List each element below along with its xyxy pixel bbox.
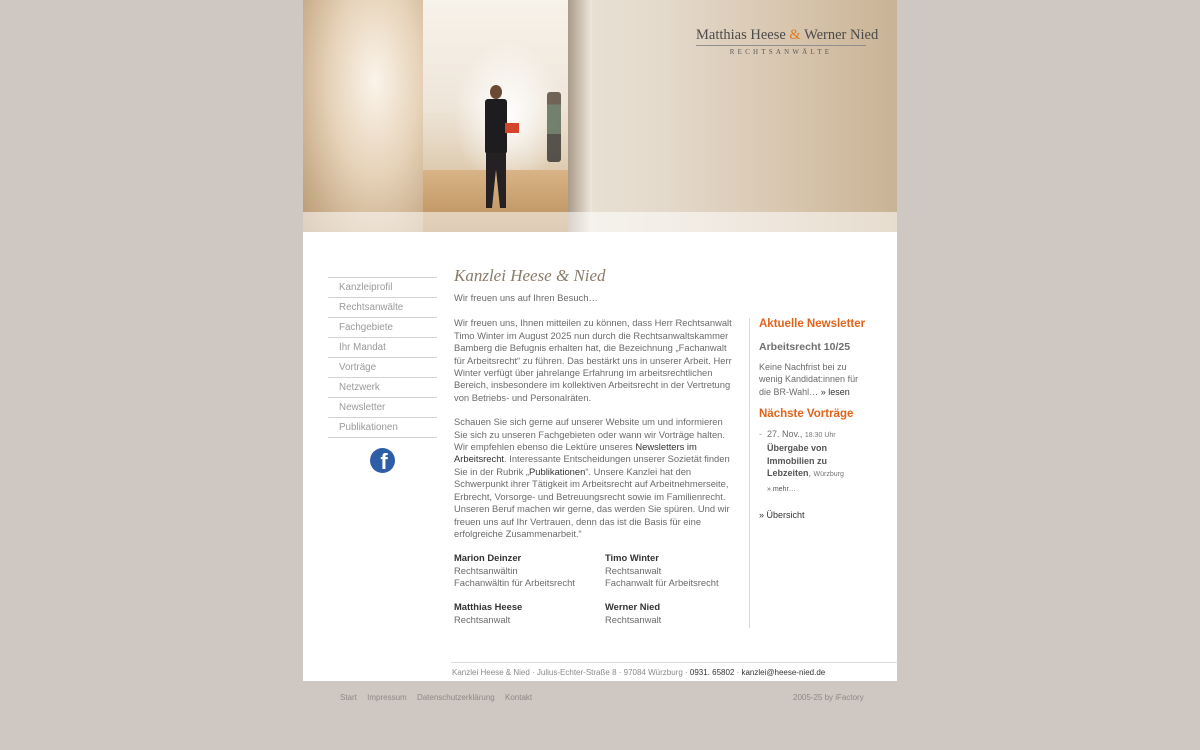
page-container (303, 0, 897, 681)
newsletter-read-link[interactable]: » lesen (820, 386, 850, 397)
team-member (454, 601, 604, 626)
newsletter-teaser: Keine Nachfrist bei zu wenig Kandidat:innen für die BR-Wahl… » lesen (759, 362, 859, 397)
event-date: 27. Nov., (767, 428, 803, 439)
nav-item-publikationen[interactable]: Publikationen (328, 417, 437, 438)
nav-item-fachgebiete[interactable]: Fachgebiete (328, 317, 437, 337)
member-name: Timo Winter (605, 552, 659, 564)
hero-door-edge (568, 0, 592, 232)
address-bar: Kanzlei Heese & Nied · Julius-Echter-Straße 8 · 97084 Würzburg · 0931. 65802 · kanzlei@heese-nied.de (451, 662, 898, 681)
nav-item-newsletter[interactable]: Newsletter (328, 397, 437, 417)
overview-link[interactable]: » Übersicht (759, 509, 805, 520)
sidebar (749, 318, 872, 628)
event-title[interactable]: Übergabe von Immobilien zu Lebzeiten (767, 443, 828, 479)
footer-credit[interactable]: 2005-25 by iFactory (793, 693, 864, 702)
member-role: Rechtsanwalt (605, 564, 662, 576)
member-spec: Fachanwalt für Arbeitsrecht (605, 577, 719, 589)
footer-link-kontakt[interactable]: Kontakt (505, 693, 533, 702)
hero-bottom-strip (303, 212, 897, 232)
hero-wall (303, 0, 423, 232)
nav-item-ihr-mandat[interactable]: Ihr Mandat (328, 337, 437, 357)
hero-person (483, 85, 509, 210)
member-spec: Fachanwältin für Arbeitsrecht (454, 577, 575, 589)
phone-link[interactable]: 0931. 65802 (689, 668, 735, 677)
brand-subtitle: RECHTSANWÄLTE (729, 48, 833, 56)
newsletter-title[interactable]: Arbeitsrecht 10/25 (759, 341, 851, 353)
main-nav (328, 277, 437, 438)
member-name: Werner Nied (605, 601, 661, 613)
info-paragraph: Schauen Sie sich gerne auf unserer Website um und informieren Sie sich zu unseren Fachgebieten oder wann wir Vorträge halten. Wir empfehlen ebenso die Lektüre unseres Newsletters im Arbeitsrecht. Interessante Entscheidungen unserer Sozietät finden Sie in der Rubrik „Publikationen“. Unsere Kanzlei hat den Schwerpunkt ihrer Tätigkeit im Arbeitsrecht auf Arbeitnehmerseite, Erbrecht, Vorsorge- und Betreuungsrecht sowie im Familienrecht. Unseren Beruf machen wir gerne, das werden Sie spüren. Und wir freuen uns auf Ihr Vertrauen, denn das ist die Basis für eine erfolgreiche Zusammenarbeit.“ (454, 416, 730, 539)
member-name: Matthias Heese (454, 601, 523, 613)
nav-item-rechtsanwaelte[interactable]: Rechtsanwälte (328, 297, 437, 317)
footer-link-start[interactable]: Start (340, 693, 357, 702)
nav-item-vortraege[interactable]: Vorträge (328, 357, 437, 377)
footer-link-impressum[interactable]: Impressum (367, 693, 407, 702)
footer-link-datenschutz[interactable]: Datenschutzerklärung (416, 693, 495, 702)
nav-item-kanzleiprofil[interactable]: Kanzleiprofil (328, 277, 437, 297)
team-list (454, 552, 738, 632)
member-role: Rechtsanwalt (605, 613, 662, 625)
newsletter-link[interactable]: Newsletters im Arbeitsrecht (454, 441, 697, 465)
talks-heading: Nächste Vorträge (759, 407, 854, 420)
team-member (454, 552, 604, 589)
page-title: Kanzlei Heese & Nied (454, 266, 606, 285)
email-link[interactable]: kanzlei@heese-nied.de (741, 668, 826, 677)
brand-name: Matthias Heese & Werner Nied (696, 27, 866, 46)
team-member (605, 552, 755, 589)
brand-logo[interactable] (696, 27, 879, 56)
event-more-link[interactable]: » mehr… (767, 485, 796, 493)
member-name: Marion Deinzer (454, 552, 522, 564)
team-member (605, 601, 755, 626)
welcome-text: Wir freuen uns auf Ihren Besuch… (454, 292, 598, 303)
hero-person-background (547, 92, 561, 162)
newsletter-heading: Aktuelle Newsletter (759, 318, 866, 330)
event-item: - 27. Nov., 18.30 Uhr Übergabe von Immobilien zu Lebzeiten, Würzburg » mehr… (759, 428, 872, 496)
footer-links (340, 693, 540, 702)
intro-paragraph: Wir freuen uns, Ihnen mitteilen zu können, dass Herr Rechtsanwalt Timo Winter im August 2025 nun durch die Rechtsanwaltskammer Bamberg die Befugnis erhalten hat, die Bezeichnung „Fachanwalt für Arbeitsrecht“ zu führen. Das bestärkt uns in unserer Arbeit. Herr Winter verfügt über jahrelange Erfahrung im arbeitsrechtlichen Bereich, insbesondere im kollektiven Arbeitsrecht in der Vertretung von Betriebs- und Personalräten. (454, 317, 732, 403)
main-content (454, 266, 738, 632)
hero-image (303, 0, 897, 232)
event-location: Würzburg (813, 471, 844, 479)
member-role: Rechtsanwältin (454, 564, 518, 576)
address-text: Kanzlei Heese & Nied · Julius-Echter-Straße 8 · 97084 Würzburg · (452, 668, 690, 677)
member-role: Rechtsanwalt (454, 613, 511, 625)
event-time: 18.30 Uhr (804, 431, 836, 439)
facebook-icon[interactable]: f (370, 448, 395, 473)
nav-item-netzwerk[interactable]: Netzwerk (328, 377, 437, 397)
publikationen-link[interactable]: Publikationen (529, 465, 586, 477)
